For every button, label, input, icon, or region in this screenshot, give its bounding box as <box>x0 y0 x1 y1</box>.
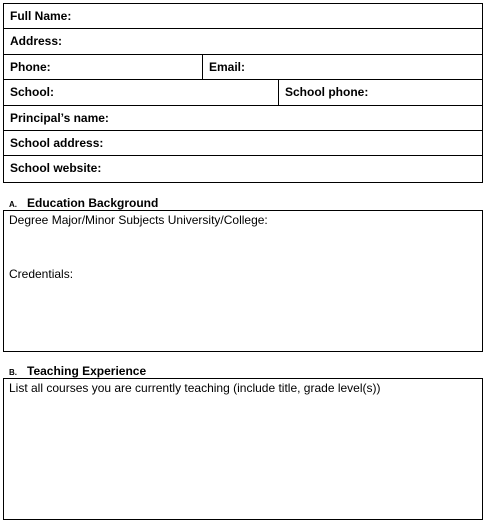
phone-label: Phone: <box>10 59 51 74</box>
full-name-label: Full Name: <box>10 9 72 23</box>
full-name-field[interactable] <box>4 4 482 28</box>
email-label: Email: <box>209 59 246 74</box>
section-b-letter: B. <box>9 368 17 377</box>
teaching-experience-box[interactable] <box>3 378 483 520</box>
personal-info-table <box>3 3 483 183</box>
principal-name-label: Principal’s name: <box>10 110 109 125</box>
school-label: School: <box>10 85 54 100</box>
address-field[interactable] <box>4 29 482 53</box>
school-phone-field[interactable] <box>278 80 482 104</box>
phone-field[interactable] <box>4 55 202 79</box>
full-name-row <box>4 4 482 29</box>
address-row <box>4 29 482 54</box>
teaching-courses-prompt: List all courses you are currently teaching (include title, grade level(s)) <box>9 381 381 395</box>
education-degree-prompt: Degree Major/Minor Subjects University/College: <box>9 213 268 227</box>
section-a-letter: A. <box>9 200 17 209</box>
school-address-label: School address: <box>10 135 104 150</box>
address-label: Address: <box>10 34 63 49</box>
education-background-box[interactable] <box>3 210 483 352</box>
school-address-field[interactable] <box>4 131 482 155</box>
school-row <box>4 80 482 105</box>
principal-row <box>4 106 482 131</box>
section-b-title: Teaching Experience <box>27 364 147 378</box>
section-a-title: Education Background <box>27 196 159 210</box>
school-website-row <box>4 156 482 181</box>
email-field[interactable] <box>202 55 482 79</box>
education-section-heading <box>9 196 158 210</box>
school-field[interactable] <box>4 80 278 104</box>
phone-email-row <box>4 55 482 80</box>
education-credentials-prompt: Credentials: <box>9 267 74 281</box>
school-website-label: School website: <box>10 161 102 176</box>
principal-name-field[interactable] <box>4 106 482 130</box>
school-website-field[interactable] <box>4 156 482 181</box>
school-phone-label: School phone: <box>285 85 369 100</box>
school-address-row <box>4 131 482 156</box>
teaching-section-heading <box>9 364 146 378</box>
